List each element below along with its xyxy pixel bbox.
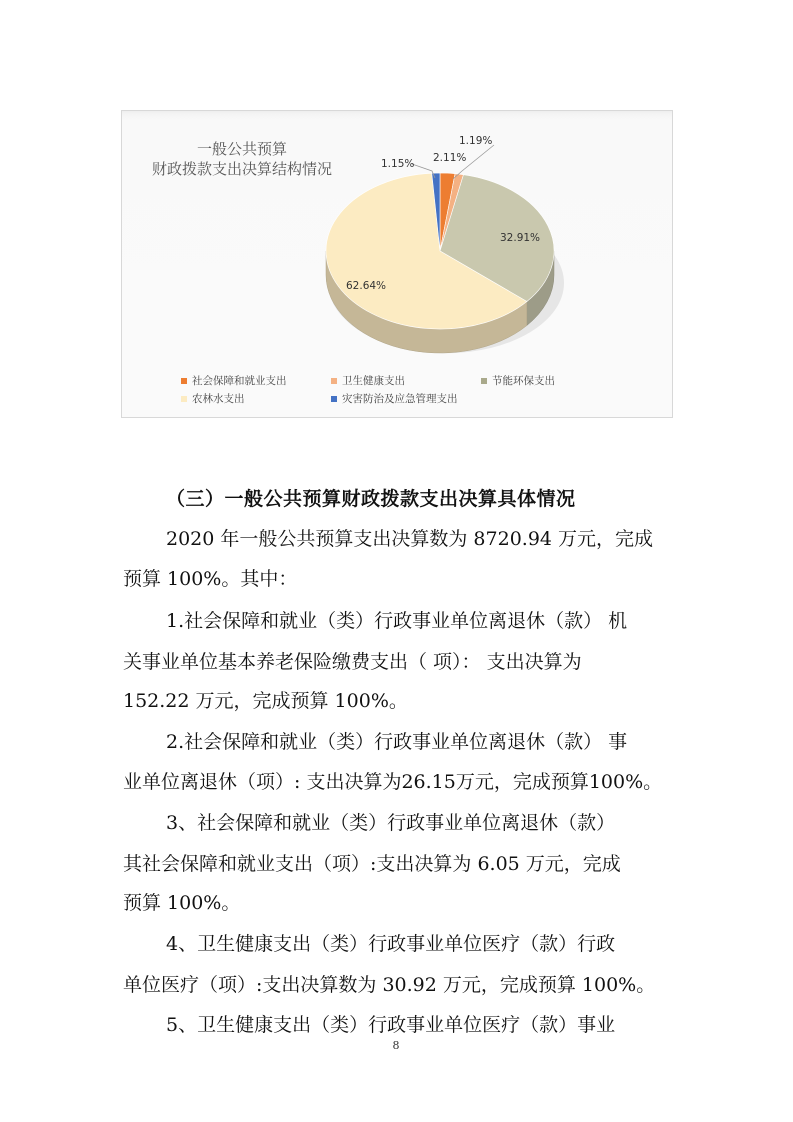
paragraph-line: 关事业单位基本养老保险缴费支出（ 项）： 支出决算为 xyxy=(123,651,582,673)
page-number: 8 xyxy=(392,1039,400,1052)
paragraph-line: 1.社会保障和就业（类）行政事业单位离退休（款） 机 xyxy=(166,610,628,632)
legend-item-agriculture xyxy=(181,391,245,406)
legend-label: 节能环保支出 xyxy=(492,375,555,387)
legend-swatch xyxy=(331,378,337,384)
legend-item-energy xyxy=(481,373,555,388)
legend-label: 灾害防治及应急管理支出 xyxy=(342,393,458,405)
paragraph-line: 单位医疗（项）:支出决算数为 30.92 万元，完成预算 100%。 xyxy=(123,974,656,996)
legend-item-health xyxy=(331,373,405,388)
chart-title-line2: 财政拨款支出决算结构情况 xyxy=(151,160,332,178)
slice-label-agriculture: 62.64% xyxy=(346,280,387,292)
slice-label-disaster: 1.15% xyxy=(381,158,415,170)
chart-title-line1: 一般公共预算 xyxy=(196,140,287,158)
legend-swatch xyxy=(181,378,187,384)
paragraph-line: 4、卫生健康支出（类）行政事业单位医疗（款）行政 xyxy=(166,933,616,955)
slice-label-health: 1.19% xyxy=(459,135,493,147)
legend-swatch xyxy=(331,396,337,402)
paragraph-line: 5、卫生健康支出（类）行政事业单位医疗（款）事业 xyxy=(166,1014,616,1036)
slice-label-energy: 32.91% xyxy=(500,232,541,244)
paragraph-line: 2.社会保障和就业（类）行政事业单位离退休（款） 事 xyxy=(166,731,628,753)
section-heading: （三）一般公共预算财政拨款支出决算具体情况 xyxy=(166,488,576,510)
legend-swatch xyxy=(181,396,187,402)
paragraph-line: 业单位离退休（项）: 支出决算为26.15万元，完成预算100%。 xyxy=(123,771,663,793)
paragraph-line: 3、社会保障和就业（类）行政事业单位离退休（款） xyxy=(166,812,616,834)
legend-label: 社会保障和就业支出 xyxy=(192,375,287,387)
paragraph-line: 152.22 万元，完成预算 100%。 xyxy=(123,690,408,712)
legend-label: 卫生健康支出 xyxy=(342,375,405,387)
legend-label: 农林水支出 xyxy=(192,393,245,405)
legend-swatch xyxy=(481,378,487,384)
paragraph-line: 预算 100%。 xyxy=(123,892,241,914)
pie-chart xyxy=(121,110,673,418)
slice-label-social-security: 2.11% xyxy=(433,152,467,164)
paragraph-line: 2020 年一般公共预算支出决算数为 8720.94 万元，完成 xyxy=(166,528,654,550)
legend-item-disaster xyxy=(331,391,458,406)
paragraph-line: 其社会保障和就业支出（项）:支出决算为 6.05 万元，完成 xyxy=(123,853,621,875)
legend-item-social-security xyxy=(181,373,287,388)
paragraph-line: 预算 100%。其中： xyxy=(123,568,298,590)
